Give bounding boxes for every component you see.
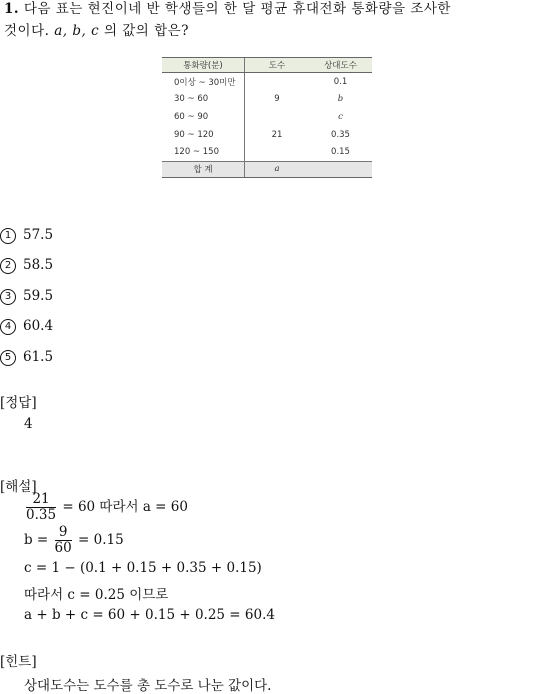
table-row (162, 108, 372, 126)
question-text-2-prefix: 것이다. (4, 23, 50, 39)
fraction-numerator: 21 (26, 492, 56, 508)
cell-range: 120 ~ 150 (174, 147, 219, 158)
choice-text: 58.5 (23, 257, 54, 273)
header-range: 통화량(분) (162, 58, 245, 73)
question-number: 1. (4, 1, 20, 17)
choice-text: 60.4 (23, 318, 54, 334)
fraction (26, 492, 56, 523)
cell-frequency: 21 (245, 126, 310, 144)
cell-relative: 0.15 (331, 147, 350, 158)
choice-3[interactable] (0, 288, 53, 305)
solution-line-2-lhs: b = (24, 532, 49, 548)
cell-frequency (245, 73, 310, 91)
cell-frequency (245, 108, 310, 126)
fraction-denominator: 0.35 (26, 507, 57, 523)
solution-line-2 (24, 525, 124, 556)
solution-line-2-rest: = 0.15 (78, 532, 124, 548)
cell-relative: c (338, 111, 343, 122)
question-vars: a, b, c (54, 23, 100, 39)
question-line-2 (4, 20, 189, 42)
answer-label: [정답] (0, 395, 37, 411)
choice-text: 57.5 (23, 227, 54, 243)
hint-label: [힌트] (0, 654, 37, 670)
cell-relative: 0.35 (331, 129, 350, 140)
table-row (162, 91, 372, 109)
header-relative-frequency: 상대도수 (309, 58, 372, 73)
choice-2[interactable] (0, 257, 53, 274)
solution-line-1 (24, 492, 188, 523)
cell-range: 90 ~ 120 (174, 129, 214, 140)
choice-4[interactable] (0, 318, 53, 335)
table-row (162, 73, 372, 91)
hint-text: 상대도수는 도수를 총 도수로 나눈 값이다. (24, 678, 272, 694)
cell-range: 30 ~ 60 (174, 94, 209, 105)
question-line-1 (4, 0, 534, 20)
solution-label: [해설] (0, 479, 37, 495)
choice-mark: 2 (0, 258, 16, 274)
choice-mark: 3 (0, 289, 16, 305)
choice-mark: 5 (0, 350, 16, 366)
fraction-numerator: 9 (55, 525, 72, 541)
cell-range: 0이상 ~ 30미만 (174, 77, 236, 88)
question-text-1: 다음 표는 현진이네 반 학생들의 한 달 평균 휴대전화 통화량을 조사한 (23, 1, 451, 17)
choice-mark: 1 (0, 228, 16, 244)
choice-mark: 4 (0, 319, 16, 335)
choice-5[interactable] (0, 349, 53, 366)
total-label: 합 계 (162, 161, 245, 177)
cell-relative: 0.1 (333, 76, 348, 87)
header-frequency: 도수 (245, 58, 310, 73)
solution-line-5: a + b + c = 60 + 0.15 + 0.25 = 60.4 (24, 607, 275, 623)
table-header-row (162, 58, 372, 73)
table-row (162, 143, 372, 161)
table-total-row (162, 161, 372, 177)
cell-frequency (245, 143, 310, 161)
solution-line-3: c = 1 − (0.1 + 0.15 + 0.35 + 0.15) (24, 560, 262, 576)
cell-frequency: 9 (245, 91, 310, 109)
solution-line-4: 따라서 c = 0.25 이므로 (24, 587, 169, 603)
table-row (162, 126, 372, 144)
cell-range: 60 ~ 90 (174, 111, 209, 122)
cell-relative: b (337, 94, 344, 105)
fraction (55, 525, 72, 556)
question-text-2-suffix: 의 값의 합은? (103, 23, 189, 39)
choice-text: 61.5 (23, 349, 54, 365)
answer-value: 4 (24, 416, 33, 432)
fraction-denominator: 60 (54, 540, 72, 556)
choice-text: 59.5 (23, 288, 54, 304)
total-relative (309, 161, 372, 177)
choice-1[interactable] (0, 227, 53, 244)
solution-line-1-rest: = 60 따라서 a = 60 (62, 499, 188, 515)
frequency-table (162, 57, 372, 178)
total-frequency: a (245, 161, 310, 177)
